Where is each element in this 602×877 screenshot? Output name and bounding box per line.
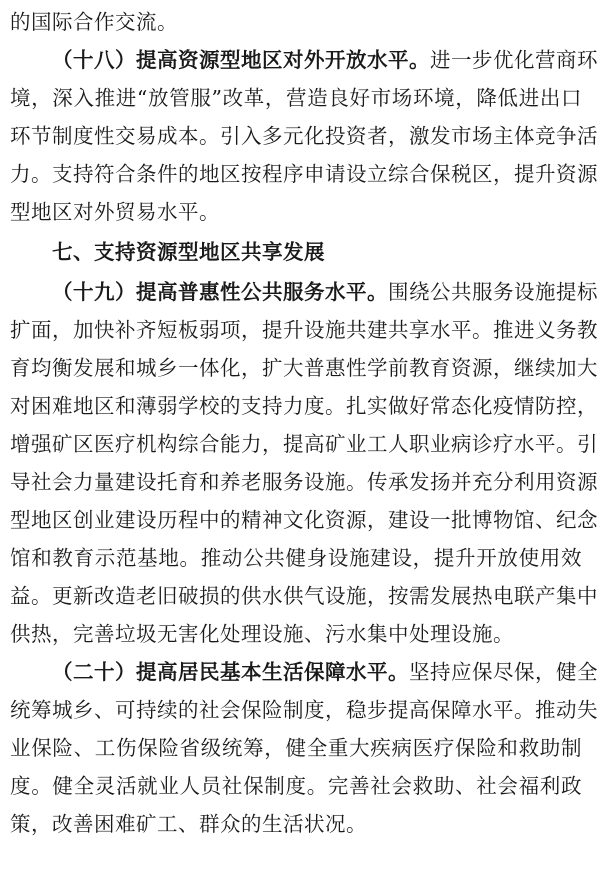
text-line-11: 对困难地区和薄弱学校的支持力度。扎实做好常态化疫情防控， bbox=[10, 394, 598, 418]
text-line-16: 益。更新改造老旧破损的供水供气设施，按需发展热电联产集中 bbox=[10, 584, 598, 608]
text-line-20: 业保险、工伤保险省级统筹，健全重大疾病医疗保险和救助制 bbox=[10, 736, 582, 760]
text-line-15: 馆和教育示范基地。推动公共健身设施建设，提升开放使用效 bbox=[10, 546, 582, 570]
text-line-12: 增强矿区医疗机构综合能力，提高矿业工人职业病诊疗水平。引 bbox=[10, 432, 598, 456]
text-line-6: 型地区对外贸易水平。 bbox=[10, 200, 220, 224]
section-18-title: （十八）提高资源型地区对外开放水平。 bbox=[52, 48, 430, 72]
text-line-13: 导社会力量建设托育和养老服务设施。传承发扬并充分利用资源 bbox=[10, 470, 598, 494]
text-line-1: 的国际合作交流。 bbox=[10, 10, 178, 34]
text-line-5: 力。支持符合条件的地区按程序申请设立综合保税区，提升资源 bbox=[10, 162, 598, 186]
text-line-10: 育均衡发展和城乡一体化，扩大普惠性学前教育资源，继续加大 bbox=[10, 356, 598, 380]
text-line-22: 策，改善困难矿工、群众的生活状况。 bbox=[10, 812, 367, 836]
text-line-8: （十九）提高普惠性公共服务水平。围绕公共服务设施提标 bbox=[52, 280, 598, 304]
section-7-heading: 七、支持资源型地区共享发展 bbox=[52, 240, 325, 264]
text-line-2: （十八）提高资源型地区对外开放水平。进一步优化营商环 bbox=[52, 48, 598, 72]
section-19-title: （十九）提高普惠性公共服务水平。 bbox=[52, 280, 388, 304]
text-line-4: 环节制度性交易成本。引入多元化投资者，激发市场主体竞争活 bbox=[10, 124, 598, 148]
section-20-title: （二十）提高居民基本生活保障水平。 bbox=[52, 660, 409, 684]
text-line-18: （二十）提高居民基本生活保障水平。坚持应保尽保，健全 bbox=[52, 660, 598, 684]
text-line-17: 供热，完善垃圾无害化处理设施、污水集中处理设施。 bbox=[10, 622, 514, 646]
text-line-19: 统筹城乡、可持续的社会保险制度，稳步提高保障水平。推动失 bbox=[10, 698, 598, 722]
text-line-9: 扩面，加快补齐短板弱项，提升设施共建共享水平。推进义务教 bbox=[10, 318, 598, 342]
text-line-14: 型地区创业建设历程中的精神文化资源，建设一批博物馆、纪念 bbox=[10, 508, 598, 532]
text-line-3: 境，深入推进“放管服”改革，营造良好市场环境，降低进出口 bbox=[10, 86, 582, 110]
text-line-21: 度。健全灵活就业人员社保制度。完善社会救助、社会福利政 bbox=[10, 774, 582, 798]
